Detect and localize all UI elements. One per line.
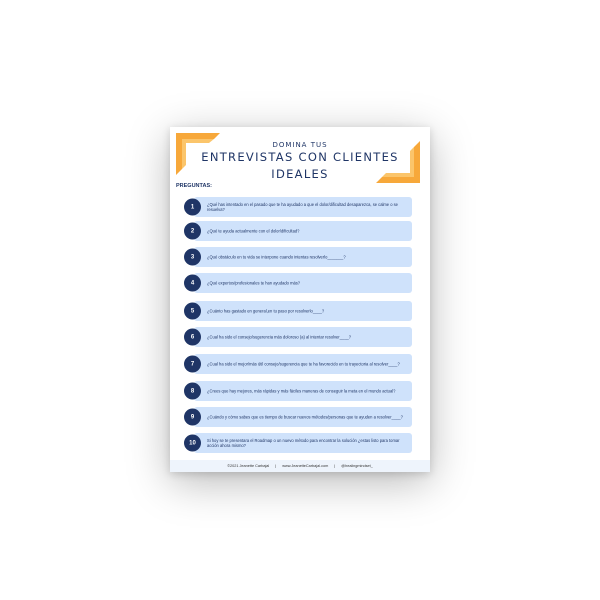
document-title-line2: IDEALES bbox=[271, 167, 329, 181]
question-item bbox=[184, 301, 412, 321]
question-text: ¿Cual ha sido el mejor/más útil consejo/sugerencia que te ha favorecido en tu trayectoria al resolver____? bbox=[207, 361, 400, 367]
question-number-badge: 3 bbox=[184, 249, 201, 266]
section-label: PREGUNTAS: bbox=[176, 183, 212, 189]
document-subtitle: DOMINA TUS bbox=[272, 141, 328, 149]
question-item bbox=[184, 433, 412, 453]
document-footer bbox=[170, 460, 430, 472]
question-item bbox=[184, 273, 412, 293]
footer-website: www.JeanetteCarbajal.com bbox=[282, 464, 329, 468]
question-number-badge: 2 bbox=[184, 223, 201, 240]
question-item bbox=[184, 381, 412, 401]
question-item bbox=[184, 221, 412, 241]
question-item bbox=[184, 354, 412, 374]
question-item bbox=[184, 197, 412, 217]
question-number-badge: 10 bbox=[184, 435, 201, 452]
footer-separator: | bbox=[275, 464, 277, 468]
question-number-badge: 1 bbox=[184, 199, 201, 216]
question-text: Si hoy se te presentara el Roadmap o un nuevo método para encontrar la solución ¿estas listo para tomar acción ahora mismo? bbox=[207, 437, 400, 448]
document-title-line1: ENTREVISTAS CON CLIENTES bbox=[201, 150, 399, 164]
question-text: ¿Qué expertos/profesionales te han ayudado más? bbox=[207, 280, 301, 286]
footer-copyright: ©2021 Jeanette Carbajal bbox=[227, 464, 270, 468]
question-number-badge: 9 bbox=[184, 409, 201, 426]
document-page bbox=[170, 127, 430, 472]
question-item bbox=[184, 407, 412, 427]
question-number-badge: 6 bbox=[184, 329, 201, 346]
question-text: ¿Qué te ayuda actualmente con el dolor/dificultad? bbox=[207, 228, 300, 234]
question-text: ¿Cual ha sido el consejo/sugerencia más doloroso (a) al intentar resolver____? bbox=[207, 334, 352, 340]
question-item bbox=[184, 247, 412, 267]
question-number-badge: 5 bbox=[184, 303, 201, 320]
question-item bbox=[184, 327, 412, 347]
question-text: ¿Crees que hay mejores, más rápidas y más fáciles maneras de conseguir la meta en el mundo actual? bbox=[207, 388, 396, 394]
question-text: ¿Cuánto has gastado en general,en tu paso por resolverlo____? bbox=[207, 308, 325, 314]
question-text: ¿Cuándo y cómo sabes que es tiempo de buscar nuevos métodos/personas que te ayuden a resolver____? bbox=[207, 414, 403, 420]
footer-separator: | bbox=[334, 464, 336, 468]
question-text: ¿Qué has intentado en el pasado que te ha ayudado a que el dolor/dificultad desaparezca, se calme o se resuelva? bbox=[207, 201, 398, 212]
footer-handle: @healingmindset_ bbox=[341, 464, 373, 468]
question-number-badge: 4 bbox=[184, 275, 201, 292]
question-number-badge: 7 bbox=[184, 356, 201, 373]
question-text: ¿Qué obstáculo en tu vida se interpone cuando intentas resolverlo_______? bbox=[207, 254, 346, 260]
question-number-badge: 8 bbox=[184, 383, 201, 400]
